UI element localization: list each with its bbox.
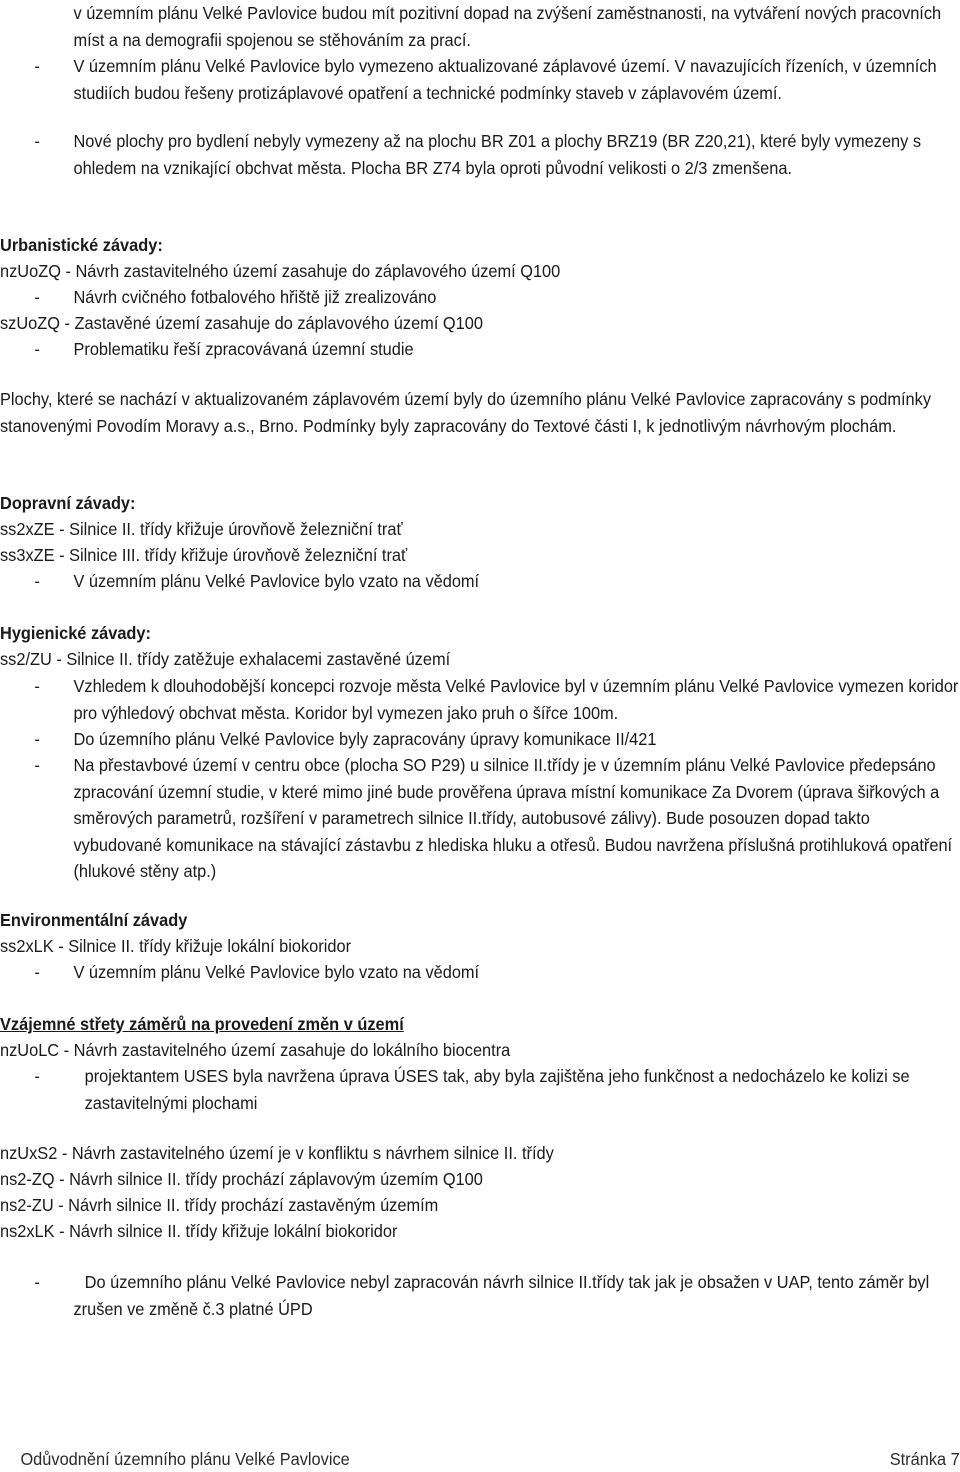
- list-item: [0, 336, 960, 363]
- list-item: [0, 128, 960, 181]
- defect-line: ss2xLK - Silnice II. třídy křižuje lokální biokoridor: [0, 936, 352, 956]
- bullet-dash: -: [34, 131, 40, 151]
- list-item: [0, 1063, 960, 1116]
- list-item: [0, 726, 960, 753]
- list-item-text: Návrh cvičného fotbalového hřiště již zrealizováno: [73, 287, 437, 307]
- defect-line: ns2-ZU - Návrh silnice II. třídy prochází zastavěným územím: [0, 1195, 439, 1215]
- footer-title: Odůvodnění územního plánu Velké Pavlovice: [20, 1449, 350, 1469]
- bullet-dash: -: [34, 287, 40, 307]
- section-heading-hygiene: Hygienické závady:: [0, 623, 151, 643]
- defect-line: ns2-ZQ - Návrh silnice II. třídy prochází záplavovým územím Q100: [0, 1169, 483, 1189]
- defect-line: ss3xZE - Silnice III. třídy křižuje úrovňově železniční trať: [0, 545, 408, 565]
- defect-line: szUoZQ - Zastavěné území zasahuje do záplavového území Q100: [0, 313, 483, 333]
- bullet-dash: -: [34, 962, 40, 982]
- list-item: [0, 959, 960, 986]
- section-heading-environment: Environmentální závady: [0, 910, 188, 930]
- list-item-text: Na přestavbové území v centru obce (plocha SO P29) u silnice II.třídy je v územním plánu Velké Pavlovice předepsáno zpracování územní studie, v které mimo jiné bude prověřena úprava místní komunikace Za Dvorem (úprava šiřkových a směrových parametrů, rozšíření v parametrech silnice II.třídy, autobusové zálivy). Bude posouzen dopad takto vybudované komunikace na stávající zástavbu z hlediska hluku a otřesů. Budou navržena příslušná protihluková opatření (hlukové stěny atp.): [73, 755, 953, 881]
- list-item: [0, 673, 960, 726]
- defect-line: nzUoZQ - Návrh zastavitelného území zasahuje do záplavového území Q100: [0, 261, 561, 281]
- bullet-dash: -: [34, 1272, 40, 1292]
- bullet-dash: -: [34, 339, 40, 359]
- list-item-text: V územním plánu Velké Pavlovice bylo vymezeno aktualizované záplavové území. V navazujících řízeních, v územních studiích budou řešeny protizáplavové opatření a technické podmínky staveb v záplavovém území.: [73, 56, 937, 103]
- bullet-dash: -: [34, 676, 40, 696]
- defect-line: ss2/ZU - Silnice II. třídy zatěžuje exhalacemi zastavěné území: [0, 649, 451, 669]
- continuation-paragraph: v územním plánu Velké Pavlovice budou mít pozitivní dopad na zvýšení zaměstnanosti, na vytváření nových pracovních míst a na demografii spojenou se stěhováním za prací.: [73, 3, 942, 50]
- list-item-text: Do územního plánu Velké Pavlovice nebyl zapracován návrh silnice II.třídy tak jak je obsažen v UAP, tento záměr byl zrušen ve změně č.3 platné ÚPD: [73, 1272, 930, 1319]
- defect-line: ns2xLK - Návrh silnice II. třídy křižuje lokální biokoridor: [0, 1221, 398, 1241]
- list-item: [0, 53, 960, 106]
- section-heading-transport: Dopravní závady:: [0, 493, 136, 513]
- list-item: [0, 284, 960, 311]
- defect-line: ss2xZE - Silnice II. třídy křižuje úrovňově železniční trať: [0, 519, 403, 539]
- section-heading-conflicts: Vzájemné střety záměrů na provedení změn v území: [0, 1014, 404, 1034]
- bullet-dash: -: [34, 729, 40, 749]
- list-item-text: Do územního plánu Velké Pavlovice byly zapracovány úpravy komunikace II/421: [73, 729, 657, 749]
- list-item-text: Vzhledem k dlouhodobější koncepci rozvoje města Velké Pavlovice byl v územním plánu Velké Pavlovice vymezen koridor pro výhledový obchvat města. Koridor byl vymezen jako pruh o šířce 100m.: [73, 676, 959, 723]
- bullet-dash: -: [34, 571, 40, 591]
- list-item-text: V územním plánu Velké Pavlovice bylo vzato na vědomí: [73, 962, 480, 982]
- list-item: [0, 752, 960, 885]
- list-item-text: projektantem USES byla navržena úprava ÚSES tak, aby byla zajištěna jeho funkčnost a nedocházelo ke kolizi se zastavitelnými plochami: [84, 1066, 910, 1113]
- bullet-dash: -: [34, 755, 40, 775]
- section-heading-urban: Urbanistické závady:: [0, 235, 163, 255]
- list-item-text: V územním plánu Velké Pavlovice bylo vzato na vědomí: [73, 571, 480, 591]
- page-number: Stránka 7: [889, 1449, 960, 1469]
- list-item: [0, 568, 960, 595]
- list-item: [0, 1269, 960, 1322]
- defect-line: nzUxS2 - Návrh zastavitelného území je v konfliktu s návrhem silnice II. třídy: [0, 1143, 554, 1163]
- flood-paragraph: Plochy, které se nachází v aktualizovaném záplavovém území byly do územního plánu Velké Pavlovice zapracovány s podmínky stanovenými Povodím Moravy a.s., Brno. Podmínky byly zapracovány do Textové části I, k jednotlivým návrhovým plochám.: [0, 389, 932, 436]
- bullet-dash: -: [34, 1066, 40, 1086]
- list-item-text: Problematiku řeší zpracovávaná územní studie: [73, 339, 414, 359]
- list-item-text: Nové plochy pro bydlení nebyly vymezeny až na plochu BR Z01 a plochy BRZ19 (BR Z20,21), které byly vymezeny s ohledem na vznikající obchvat města. Plocha BR Z74 byla oproti původní velikosti o 2/3 zmenšena.: [73, 131, 922, 178]
- defect-line: nzUoLC - Návrh zastavitelného území zasahuje do lokálního biocentra: [0, 1040, 511, 1060]
- bullet-dash: -: [34, 56, 40, 76]
